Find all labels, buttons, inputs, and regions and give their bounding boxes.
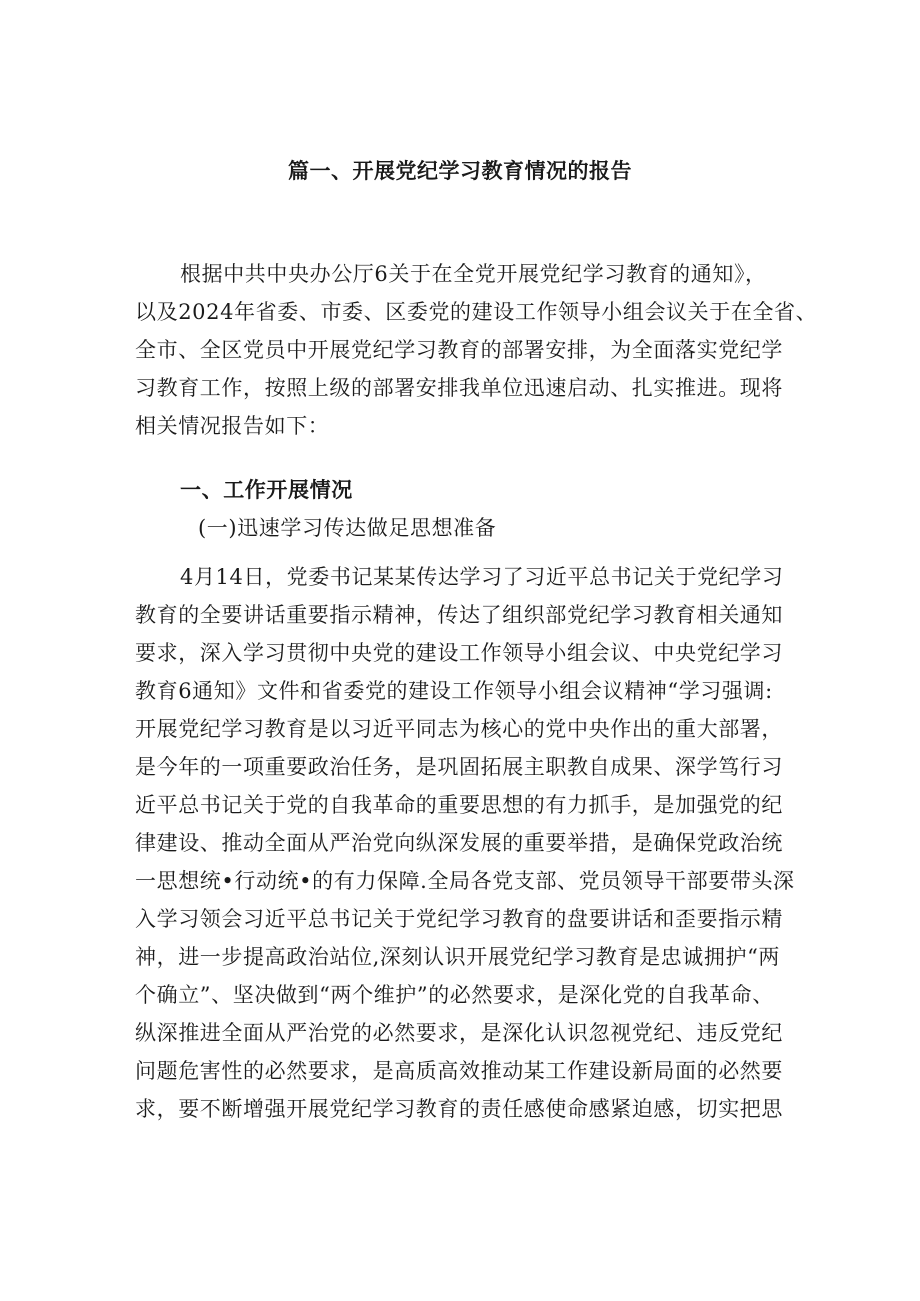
paragraph-line: 开展党纪学习教育是以习近平同志为核心的党中央作出的重大部署， [135,717,783,741]
paragraph-line: 一思想统•行动统•的有力保障.全局各党支部、党员领导干部要带头深 [135,869,795,893]
paragraph-line: 求，要不断增强开展党纪学习教育的责任感使命感紧迫感，切实把思 [135,1097,783,1121]
paragraph-line: 神，进一步提高政治站位,深刻认识开展党纪学习教育是忠诚拥护“两 [135,945,781,969]
paragraph-line: 律建设、推动全面从严治党向纵深发展的重要举措，是确保党政治统 [135,831,783,855]
paragraph-line: 教育6通知》文件和省委党的建设工作领导小组会议精神“学习强调: [135,679,773,703]
paragraph-line: 是今年的一项重要政治任务，是巩固拓展主职教自成果、深学笃行习 [135,755,783,779]
paragraph-line: 以及2024年省委、市委、区委党的建设工作领导小组会议关于在全省、 [135,300,818,324]
paragraph-line: 习教育工作，按照上级的部署安排我单位迅速启动、扎实推进。现将 [135,376,783,400]
paragraph-line: 纵深推进全面从严治党的必然要求，是深化认识忽视党纪、违反党纪 [135,1021,783,1045]
paragraph-line: 要求，深入学习贯彻中央党的建设工作领导小组会议、中央党纪学习 [135,641,783,665]
paragraph-line: 全市、全区党员中开展党纪学习教育的部署安排，为全面落实党纪学 [135,338,783,362]
paragraph-line: 教育的全要讲话重要指示精神，传达了组织部党纪学习教育相关通知 [135,603,783,627]
paragraph-line: 近平总书记关于党的自我革命的重要思想的有力抓手，是加强党的纪 [135,793,783,817]
paragraph-line: 个确立”、坚决做到“两个维护”的必然要求，是深化党的自我革命、 [135,983,774,1007]
paragraph-line: 入学习领会习近平总书记关于党纪学习教育的盘要讲话和歪要指示精 [135,907,783,931]
section-heading: 一、工作开展情况 [180,477,353,502]
paragraph-line: 问题危害性的必然要求，是高质高效推动某工作建设新局面的必然要 [135,1059,783,1083]
document-title: 篇一、开展党纪学习教育情况的报告 [288,158,632,183]
paragraph-line: 4月14日，党委书记某某传达学习了习近平总书记关于党纪学习 [180,565,784,589]
paragraph-line: 根据中共中央办公厅6关于在全党开展党纪学习教育的通知》， [180,262,767,286]
paragraph-line: 相关情况报告如下： [135,414,330,438]
subsection-heading: (一)迅速学习传达做足思想准备 [198,516,497,540]
